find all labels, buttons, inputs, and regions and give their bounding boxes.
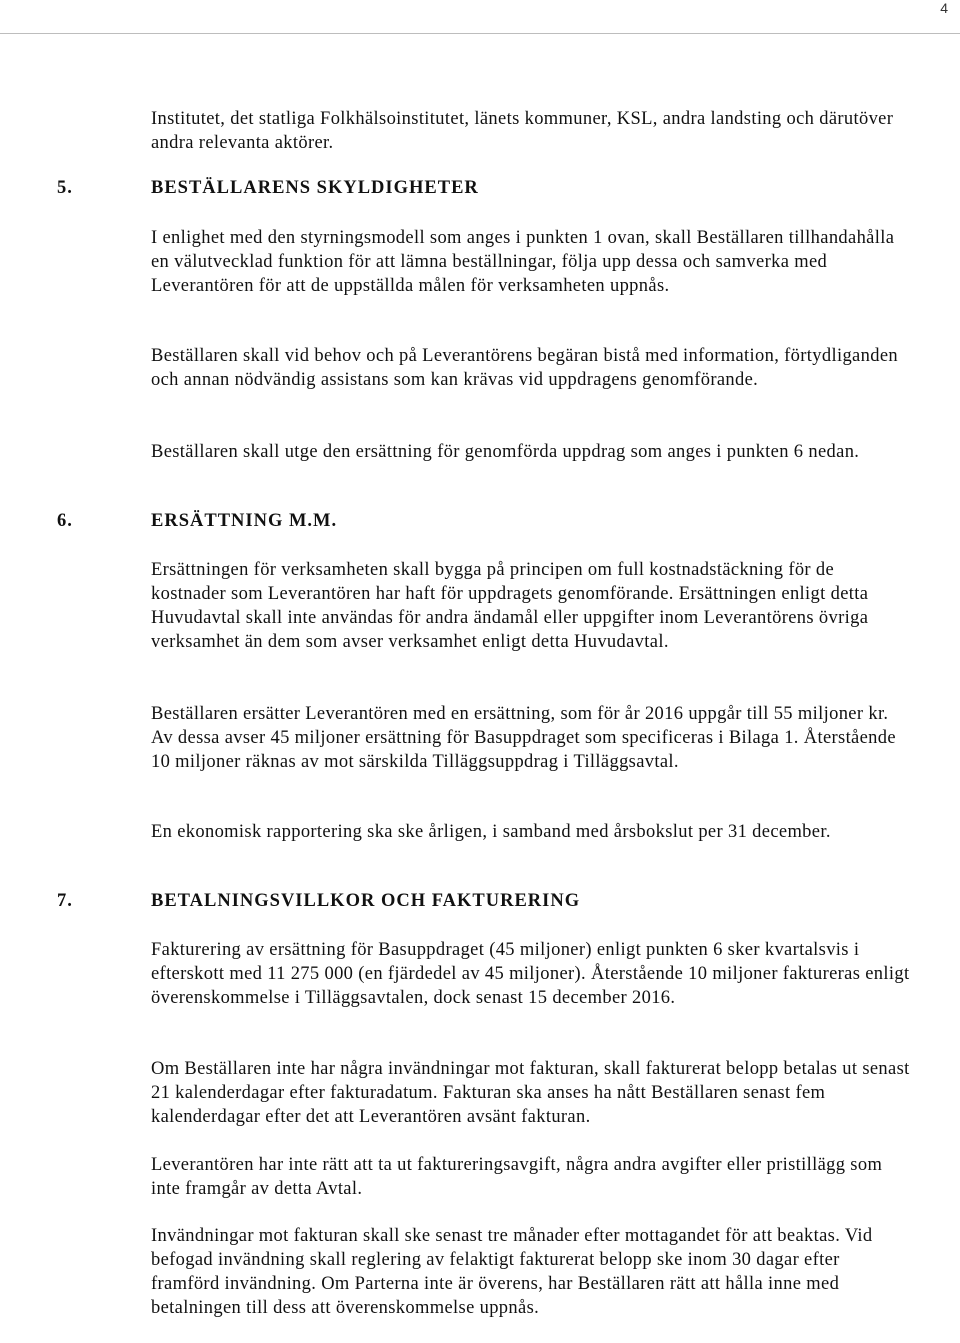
section-7-paragraph-3 [151, 1153, 911, 1201]
section-6-paragraph-3 [151, 820, 911, 844]
section-5-paragraph-3 [151, 440, 911, 464]
section-6-title: ERSÄTTNING M.M. [151, 511, 338, 531]
section-7-title: BETALNINGSVILLKOR OCH FAKTURERING [151, 891, 581, 911]
intro-block [151, 107, 911, 155]
paragraph-text: Beställaren ersätter Leverantören med en ersättning, som för år 2016 uppgår till 55 miljoner kr. Av dessa avser 45 miljoner ersättning för Basuppdraget som specificeras i Bilaga 1. Återstående 10 miljoner räknas av mot särskilda Tilläggsuppdrag i Tilläggsavtal. [151, 704, 896, 772]
intro-paragraph: Institutet, det statliga Folkhälsoinstitutet, länets kommuner, KSL, andra landsting och därutöver andra relevanta aktörer. [151, 109, 894, 153]
section-7-paragraph-2 [151, 1057, 911, 1129]
section-7-paragraph-4 [151, 1224, 911, 1320]
page-number: 4 [940, 0, 948, 16]
section-5-number: 5. [57, 178, 73, 198]
paragraph-text: En ekonomisk rapportering ska ske årligen, i samband med årsbokslut per 31 december. [151, 822, 831, 842]
section-6-heading [57, 511, 337, 532]
section-6-paragraph-1 [151, 558, 911, 654]
section-7-number: 7. [57, 891, 73, 911]
paragraph-text: Fakturering av ersättning för Basuppdraget (45 miljoner) enligt punkten 6 sker kvartalsvis i efterskott med 11 275 000 (en fjärdedel av 45 miljoner). Återstående 10 miljoner faktureras enligt överenskommelse i Tilläggsavtalen, dock senast 15 december 2016. [151, 940, 910, 1008]
paragraph-text: Ersättningen för verksamheten skall bygga på principen om full kostnadstäckning för de kostnader som Leverantören har haft för uppdragets genomförande. Ersättningen enligt detta Huvudavtal skall inte användas för andra ändamål eller uppgifter inom Leverantörens övriga verksamhet än dem som avser verksamhet enligt detta Huvudavtal. [151, 560, 869, 652]
paragraph-text: Beställaren skall utge den ersättning för genomförda uppdrag som anges i punkten 6 nedan. [151, 442, 860, 462]
section-5-paragraph-2 [151, 344, 911, 392]
paragraph-text: Om Beställaren inte har några invändningar mot fakturan, skall fakturerat belopp betalas ut senast 21 kalenderdagar efter fakturadatum. Fakturan ska anses ha nått Beställaren senast fem kalenderdagar efter det att Leverantören avsänt fakturan. [151, 1059, 910, 1127]
section-6-paragraph-2 [151, 702, 911, 774]
paragraph-text: Leverantören har inte rätt att ta ut faktureringsavgift, några andra avgifter eller pristillägg som inte framgår av detta Avtal. [151, 1155, 883, 1199]
section-6-number: 6. [57, 511, 73, 531]
paragraph-text: Beställaren skall vid behov och på Leverantörens begäran bistå med information, förtydliganden och annan nödvändig assistans som kan krävas vid uppdragens genomförande. [151, 346, 898, 390]
paragraph-text: Invändningar mot fakturan skall ske senast tre månader efter mottagandet för att beaktas. Vid befogad invändning skall reglering av felaktigt fakturerat belopp ske inom 30 dagar efter framförd invändning. Om Parterna inte är överens, har Beställaren rätt att hålla inne med betalningen till dess att överenskommelse uppnås. [151, 1226, 873, 1318]
section-7-heading [57, 891, 580, 912]
section-7-paragraph-1 [151, 938, 911, 1010]
section-5-heading [57, 178, 479, 199]
section-5-title: BESTÄLLARENS SKYLDIGHETER [151, 178, 479, 198]
section-5-paragraph-1 [151, 226, 911, 298]
header-rule [0, 33, 960, 34]
paragraph-text: I enlighet med den styrningsmodell som anges i punkten 1 ovan, skall Beställaren tillhandahålla en välutvecklad funktion för att lämna beställningar, följa upp dessa och samverka med Leverantören för att de uppställda målen för verksamheten uppnås. [151, 228, 895, 296]
